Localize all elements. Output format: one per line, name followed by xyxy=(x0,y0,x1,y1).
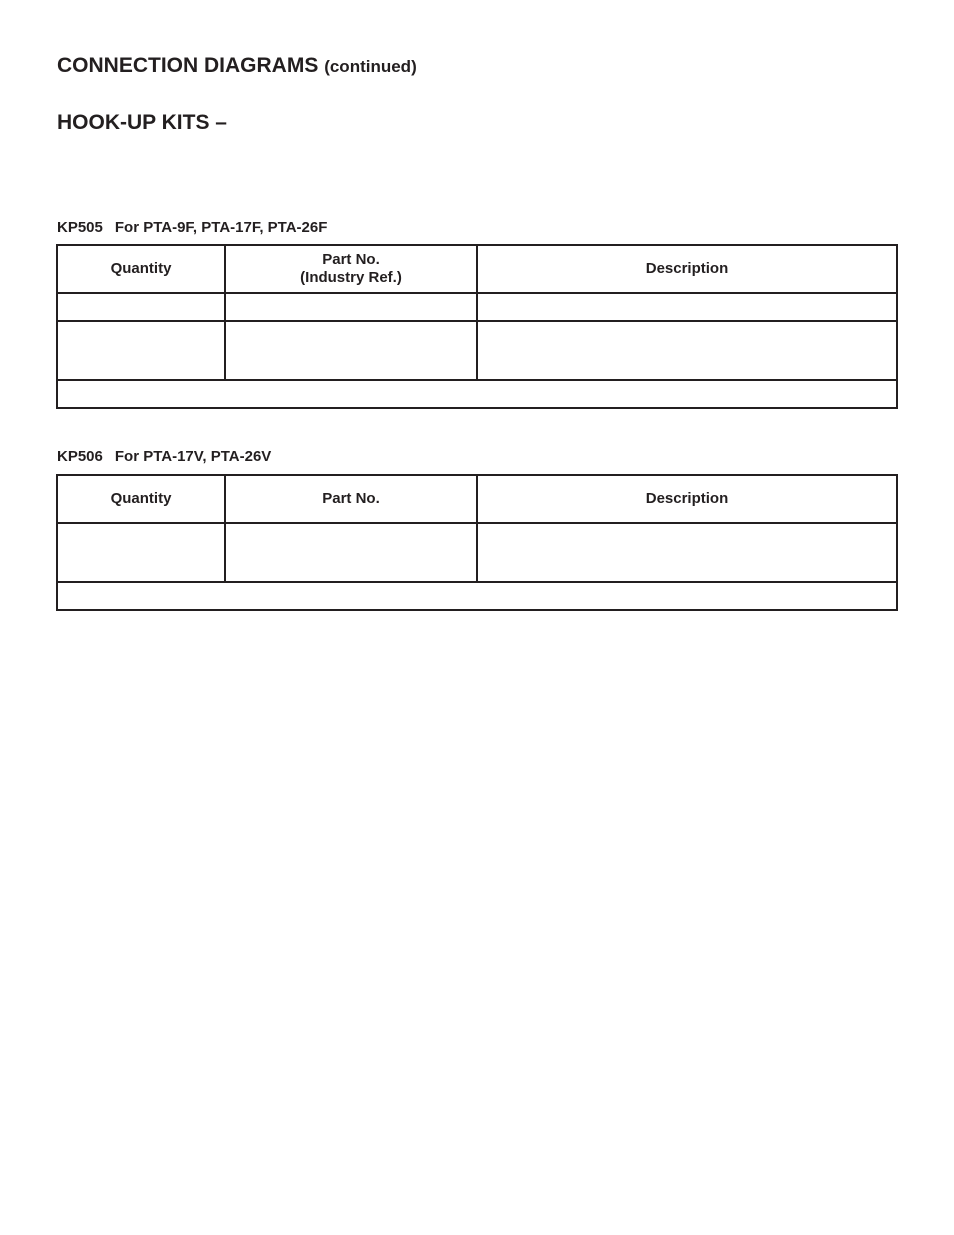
cell-quantity xyxy=(57,293,225,321)
kit-applies-to: For PTA-9F, PTA-17F, PTA-26F xyxy=(114,219,328,236)
cell-quantity xyxy=(57,523,225,582)
column-header-part-no xyxy=(225,245,477,293)
cell-quantity xyxy=(57,321,225,380)
cell-part-no xyxy=(225,321,477,380)
cell-description xyxy=(477,321,897,380)
table-row xyxy=(57,321,897,380)
kit-model: KP506 xyxy=(57,448,103,465)
table-row xyxy=(57,293,897,321)
kit-caption-kp506 xyxy=(57,448,271,465)
cell-part-no xyxy=(225,523,477,582)
column-header-description: Description xyxy=(477,475,897,523)
kit-table-kp506 xyxy=(56,474,898,611)
column-header-part-no-line2: (Industry Ref.) xyxy=(300,269,402,286)
kit-model: KP505 xyxy=(57,219,103,236)
table-footer-row xyxy=(57,582,897,610)
cell-description xyxy=(477,293,897,321)
column-header-quantity: Quantity xyxy=(57,475,225,523)
column-header-quantity: Quantity xyxy=(57,245,225,293)
page-title-text: CONNECTION DIAGRAMS xyxy=(57,54,319,77)
table-row xyxy=(57,523,897,582)
cell-footer xyxy=(57,582,897,610)
table-footer-row xyxy=(57,380,897,408)
kit-table-kp505 xyxy=(56,244,898,409)
column-header-part-no: Part No. xyxy=(225,475,477,523)
kit-caption-kp505 xyxy=(57,219,327,236)
cell-description xyxy=(477,523,897,582)
column-header-description: Description xyxy=(477,245,897,293)
cell-footer xyxy=(57,380,897,408)
section-title: HOOK-UP KITS – xyxy=(57,111,227,134)
kit-applies-to: For PTA-17V, PTA-26V xyxy=(114,448,272,465)
page-title xyxy=(57,54,417,78)
column-header-part-no-line1: Part No. xyxy=(322,251,380,268)
table-header-row xyxy=(57,245,897,293)
cell-part-no xyxy=(225,293,477,321)
page-title-suffix: (continued) xyxy=(324,57,417,76)
table-header-row xyxy=(57,475,897,523)
